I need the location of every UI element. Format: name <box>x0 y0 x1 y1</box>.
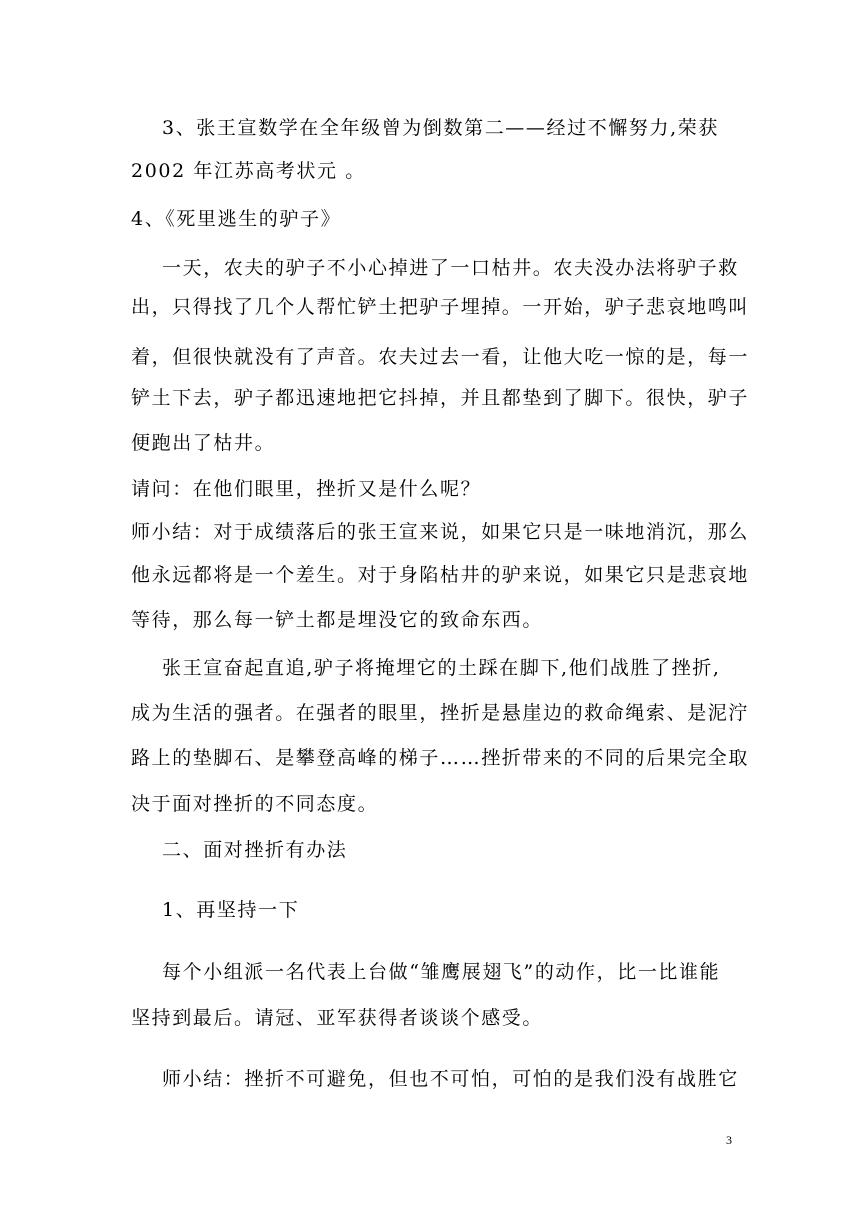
summary-line: 师小结：对于成绩落后的张王宣来说，如果它只是一味地消沉，那么 <box>131 521 750 543</box>
paragraph-line: 铲土下去，驴子都迅速地把它抖掉，并且都垫到了脚下。很快，驴子 <box>131 387 750 409</box>
summary-line: 等待，那么每一铲土都是埋没它的致命东西。 <box>131 609 544 631</box>
paragraph-line: 决于面对挫折的不同态度。 <box>131 793 379 815</box>
page-number: 3 <box>726 1133 732 1147</box>
question-line: 请问：在他们眼里，挫折又是什么呢？ <box>131 478 482 500</box>
paragraph-line: 坚持到最后。请冠、亚军获得者谈谈个感受。 <box>131 1007 544 1029</box>
paragraph-line: 2002 年江苏高考状元 。 <box>131 160 366 182</box>
paragraph-line: 出，只得找了几个人帮忙铲土把驴子埋掉。一开始，驴子悲哀地鸣叫 <box>131 296 750 318</box>
paragraph-line: 一天，农夫的驴子不小心掉进了一口枯井。农夫没办法将驴子救 <box>162 257 739 279</box>
paragraph-line: 张王宣奋起直追,驴子将掩埋它的土踩在脚下,他们战胜了挫折, <box>162 657 721 679</box>
summary-line: 师小结：挫折不可避免，但也不可怕，可怕的是我们没有战胜它 <box>162 1068 739 1090</box>
subsection-heading: 1、再坚持一下 <box>162 899 300 921</box>
section-heading: 二、面对挫折有办法 <box>162 839 348 861</box>
summary-line: 他永远都将是一个差生。对于身陷枯井的驴来说，如果它只是悲哀地 <box>131 564 750 586</box>
paragraph-line: 每个小组派一名代表上台做“雏鹰展翅飞”的动作，比一比谁能 <box>162 961 721 983</box>
paragraph-line: 着，但很快就没有了声音。农夫过去一看，让他大吃一惊的是，每一 <box>131 346 750 368</box>
paragraph-line: 便跑出了枯井。 <box>131 432 276 454</box>
section-heading: 4、《死里逃生的驴子》 <box>131 208 342 230</box>
paragraph-line: 成为生活的强者。在强者的眼里，挫折是悬崖边的救命绳索、是泥泞 <box>131 702 750 724</box>
paragraph-line: 3、张王宣数学在全年级曾为倒数第二——经过不懈努力,荣获 <box>162 117 719 139</box>
paragraph-line: 路上的垫脚石、是攀登高峰的梯子……挫折带来的不同的后果完全取 <box>131 747 750 769</box>
